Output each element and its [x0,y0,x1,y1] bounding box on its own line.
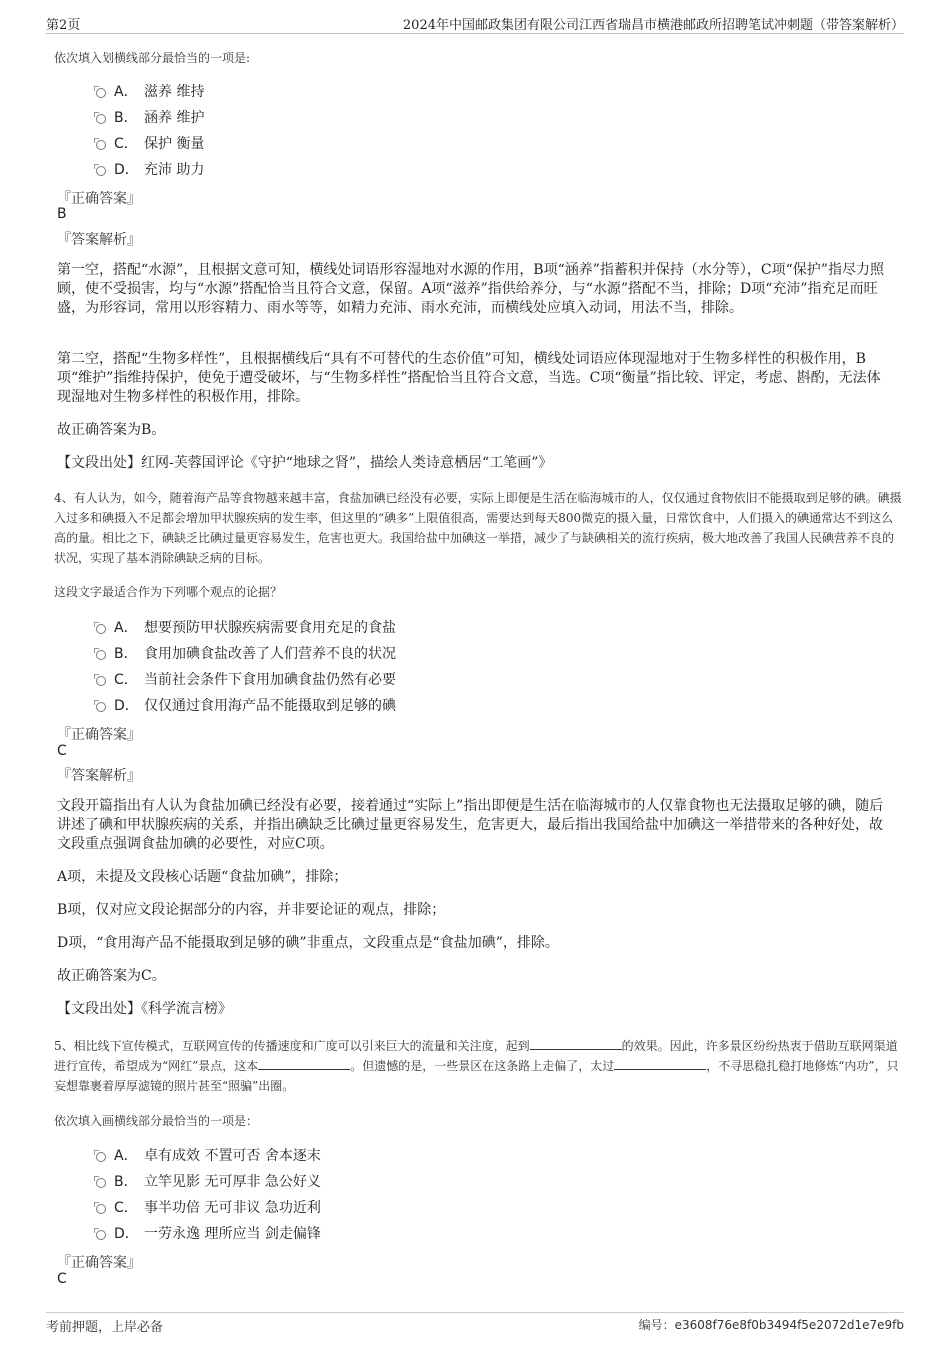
q4-analysis-label: 『答案解析』 [57,768,141,784]
q3-answer-label: 『正确答案』 [57,191,141,207]
q3-analysis-p2: 第二空，搭配“生物多样性”，且根据横线后“具有不可替代的生态价值”可知，横线处词语应体现湿地对于生物多样性的积极作用，B项“维护”指维持保护，使免于遭受破坏，与“生物多样性”搭配恰当且符合文意，当选。C项“衡量”指比较、评定，考虑、斟酌，无法体现湿地对生物多样性的积极作用，排除。 [57,351,881,405]
radio-icon[interactable] [96,114,106,124]
q4-analysis-p1: 文段开篇指出有人认为食盐加碘已经没有必要，接着通过“实际上”指出即便是生活在临海城市的人仅靠食物也无法摄取足够的碘，随后讲述了碘和甲状腺疾病的关系，并指出碘缺乏比碘过量更容易发生，危害更大，最后指出我国给盐中加碘这一举措带来的各种好处，故文段重点强调食盐加碘的必要性，对应C项。 [57,798,884,852]
blank-line [258,1058,350,1070]
page-number: 第2页 [46,18,81,33]
radio-icon[interactable] [96,1230,106,1240]
radio-icon[interactable] [96,140,106,150]
blank-line [530,1038,622,1050]
q4-conclusion: 故正确答案为C。 [57,968,166,984]
q4-passage: 4、有人认为，如今，随着海产品等食物越来越丰富，食盐加碘已经没有必要，实际上即便是生活在临海城市的人，仅仅通过食物依旧不能摄取到足够的碘。碘摄入过多和碘摄入不足都会增加甲状腺疾病的发生率，但这里的“碘多”上限值很高，需要达到每天800微克的摄入量，日常饮食中，人们摄入的碘通常达不到这么高的量。相比之下，碘缺乏比碘过量更容易发生，危害也更大。我国给盐中加碘这一举措，减少了与缺碘相关的流行疾病，极大地改善了我国人民碘营养不良的状况，实现了基本消除碘缺乏病的目标。 [54,491,902,565]
radio-icon[interactable] [96,650,106,660]
radio-icon[interactable] [96,1178,106,1188]
q5-answer-label: 『正确答案』 [57,1255,141,1271]
footer-slogan: 考前押题，上岸必备 [46,1320,164,1335]
page-header [46,14,904,34]
q3-analysis-p1: 第一空，搭配“水源”，且根据文意可知，横线处词语形容湿地对水源的作用，B项“涵养”指蓄积并保持（水分等），C项“保护”指尽力照顾，使不受损害，均与“水源”搭配恰当且符合文意，保留。A项“滋养”指供给养分，与“水源”搭配不当，排除；D项“充沛”指充足而旺盛，为形容词，常用以形容精力、雨水等等，如精力充沛、雨水充沛，而横线处应填入动词，用法不当，排除。 [57,262,884,316]
q5-stem: 依次填入画横线部分最恰当的一项是： [54,1114,259,1128]
q3-source: 【文段出处】红网-芙蓉国评论《守护“地球之肾”，描绘人类诗意栖居“工笔画”》 [57,455,553,471]
radio-icon[interactable] [96,166,106,176]
radio-icon[interactable] [96,88,106,98]
q4-source: 【文段出处】《科学流言榜》 [57,1001,232,1017]
blank-line [614,1058,706,1070]
radio-icon[interactable] [96,1204,106,1214]
q3-answer: B [57,206,67,222]
radio-icon[interactable] [96,1152,106,1162]
document-title: 2024年中国邮政集团有限公司江西省瑞昌市横港邮政所招聘笔试冲刺题（带答案解析） [402,18,904,33]
q5-passage: 5、相比线下宣传模式，互联网宣传的传播速度和广度可以引来巨大的流量和关注度，起到 的效果。因此，许多景区纷纷热衷于借助互联网渠道进行宣传，希望成为“网红”景点，这本 。但遗憾的是，一些景区在这条路上走偏了，太过 ，不寻思稳扎稳打地修炼“内功”，只妄想靠裹着厚厚滤镜的照片甚至“照骗”出圈。 [54,1039,899,1093]
q3-conclusion: 故正确答案为B。 [57,422,166,438]
page-footer [46,1312,904,1334]
radio-icon[interactable] [96,702,106,712]
q4-analysis-p4: D项，“食用海产品不能摄取到足够的碘”非重点，文段重点是“食盐加碘”，排除。 [57,935,559,951]
q4-analysis-p3: B项，仅对应文段论据部分的内容，并非要论证的观点，排除； [57,902,446,918]
q3-stem: 依次填入划横线部分最恰当的一项是: [54,51,251,65]
q4-stem: 这段文字最适合作为下列哪个观点的论据？ [54,585,283,599]
radio-icon[interactable] [96,624,106,634]
document-id: 编号：e3608f76e8f0b3494f5e2072d1e7e9fb [638,1318,904,1332]
q3-analysis-label: 『答案解析』 [57,232,141,248]
q4-analysis-p2: A项，未提及文段核心话题“食盐加碘”，排除； [57,869,348,885]
q5-answer: C [57,1271,67,1287]
q4-answer: C [57,743,67,759]
q4-answer-label: 『正确答案』 [57,727,141,743]
radio-icon[interactable] [96,676,106,686]
